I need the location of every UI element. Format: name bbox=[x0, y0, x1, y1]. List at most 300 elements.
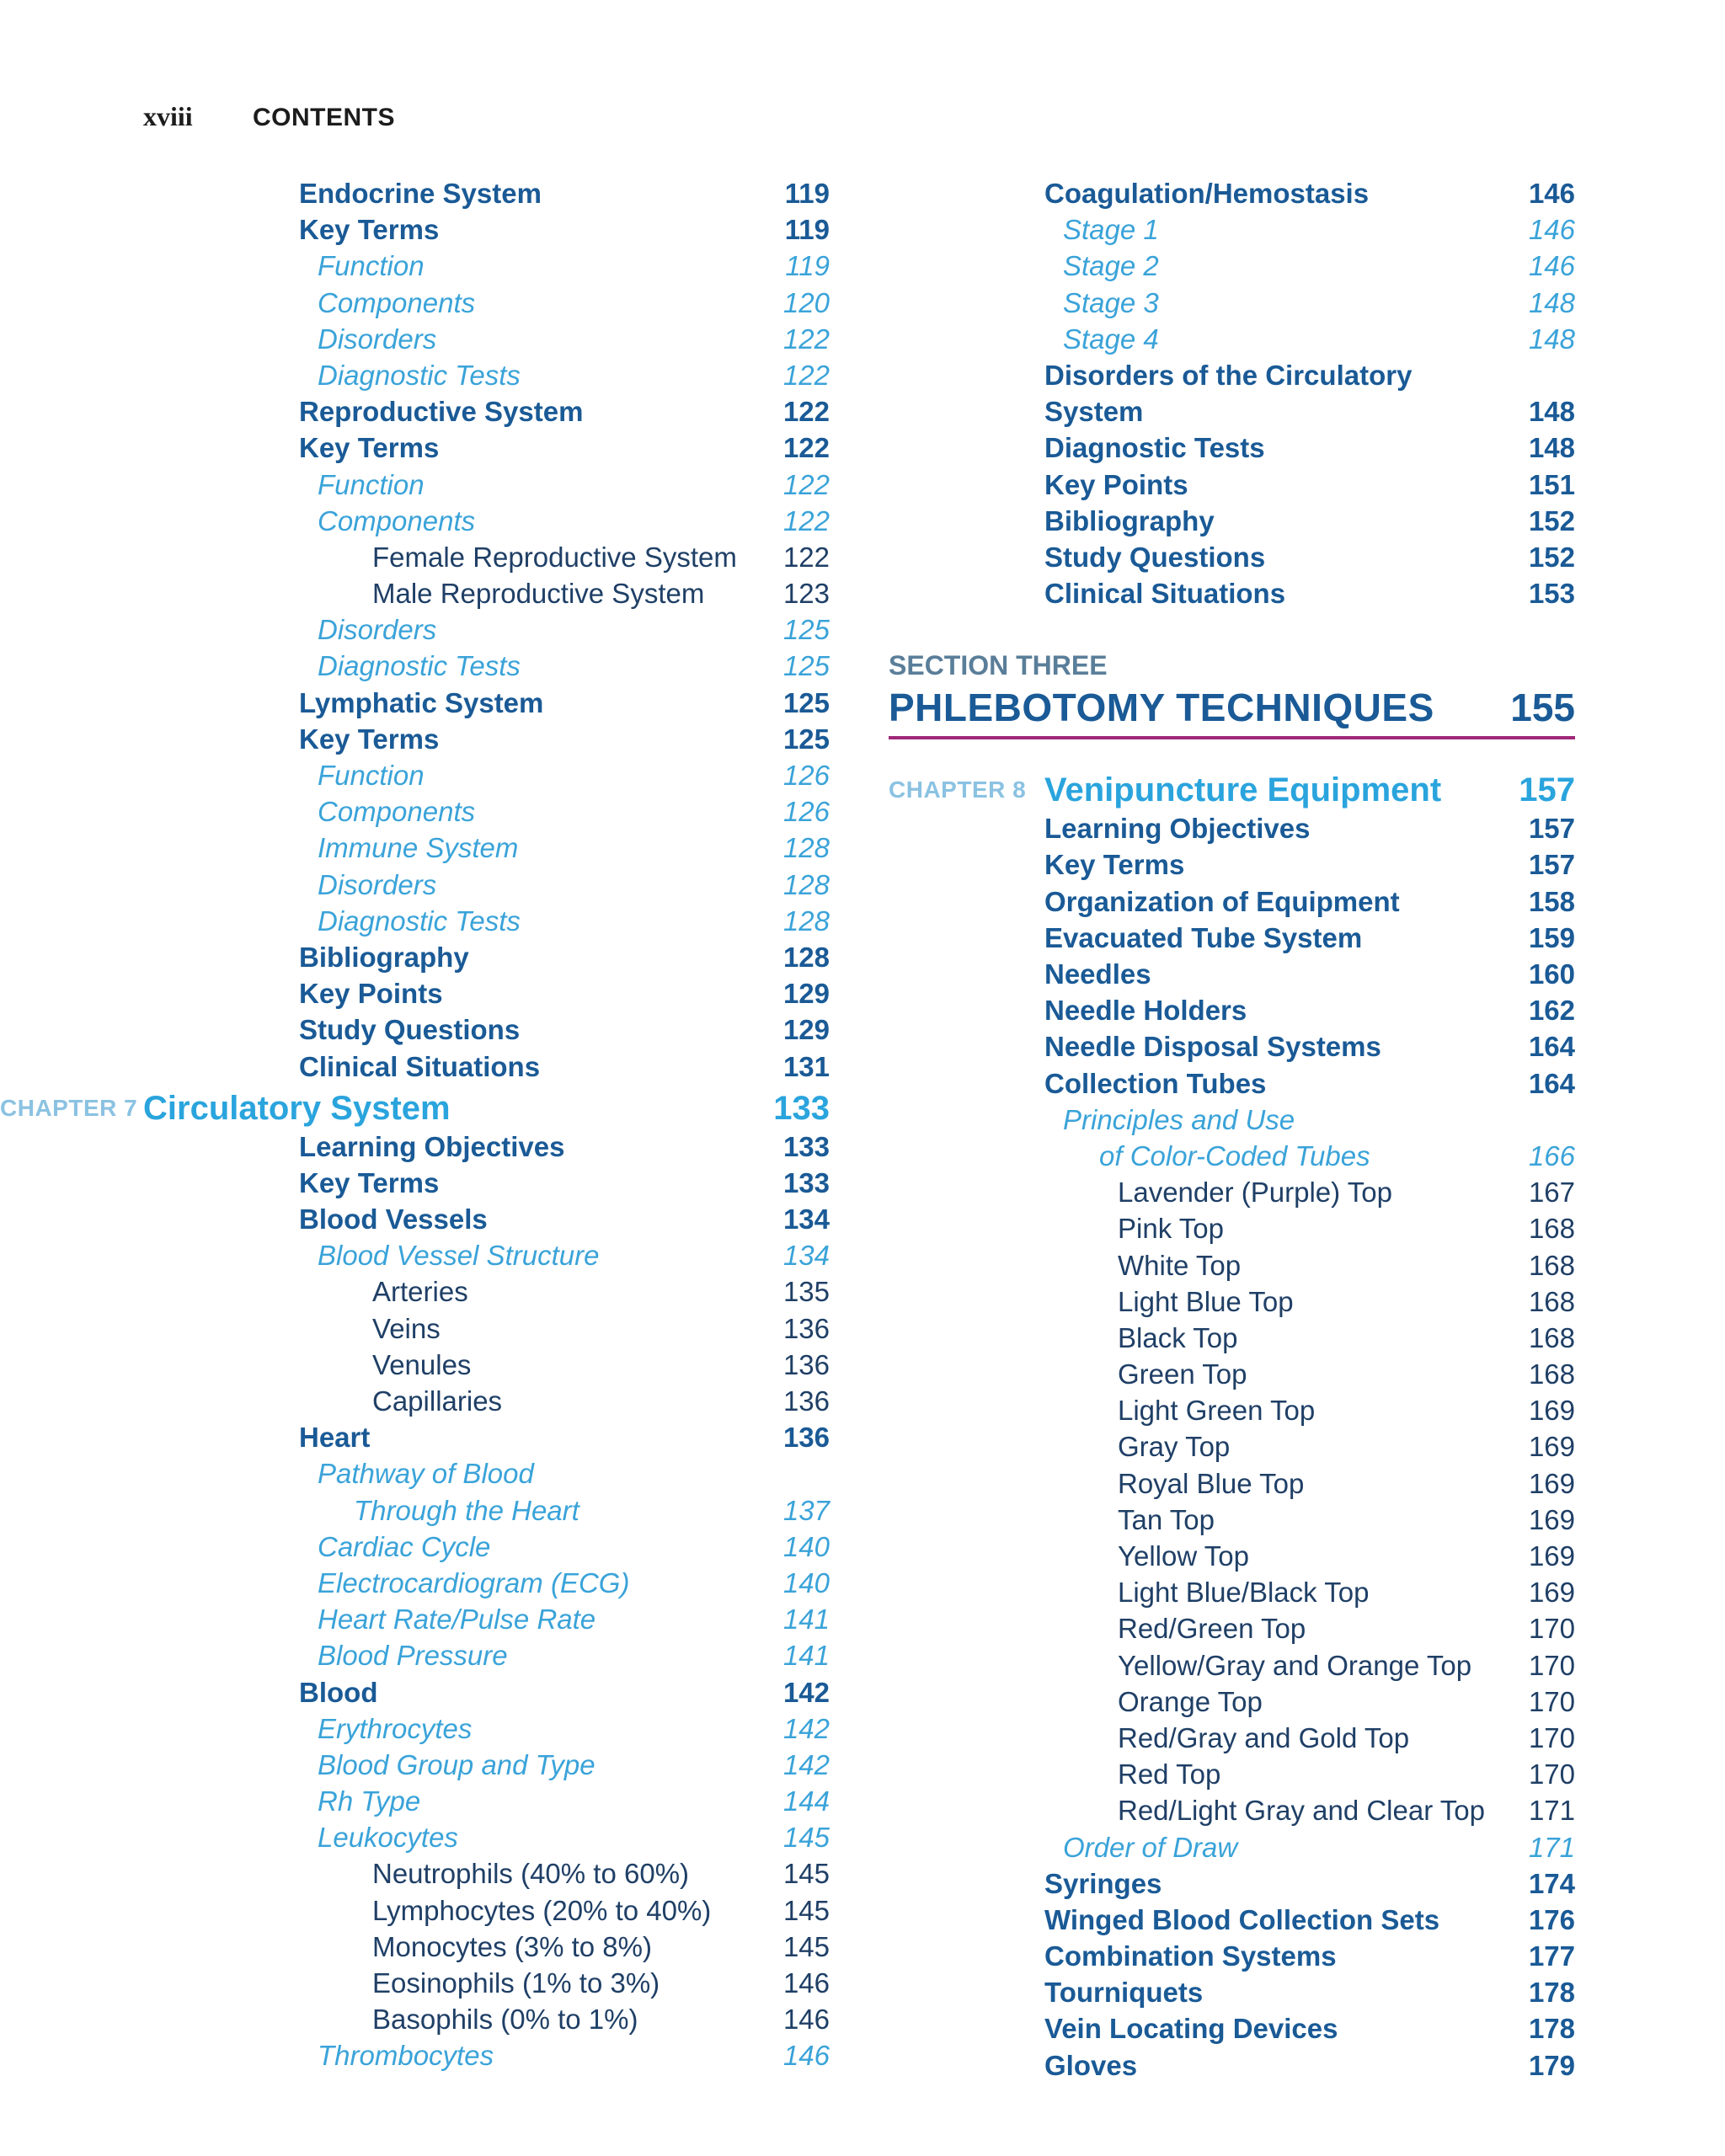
toc-entry-page: 125 bbox=[782, 723, 830, 755]
toc-entry[interactable] bbox=[889, 1502, 1575, 1538]
toc-entry-title: Needle Holders bbox=[1044, 995, 1247, 1027]
toc-entry-page: 119 bbox=[784, 214, 830, 246]
toc-entry[interactable] bbox=[143, 248, 830, 284]
toc-entry[interactable] bbox=[143, 393, 830, 430]
toc-entry[interactable] bbox=[889, 1283, 1575, 1320]
toc-entry[interactable] bbox=[143, 285, 830, 321]
toc-entry[interactable] bbox=[889, 1247, 1575, 1283]
toc-entry-page: 178 bbox=[1528, 2013, 1575, 2045]
toc-entry-page: 141 bbox=[782, 1604, 830, 1636]
toc-entry-title: Combination Systems bbox=[1044, 1940, 1337, 1972]
toc-entry-title: Red/Gray and Gold Top bbox=[1118, 1721, 1410, 1753]
toc-entry[interactable] bbox=[143, 867, 830, 903]
toc-entry[interactable] bbox=[143, 1637, 830, 1673]
toc-entry-title: Needle Disposal Systems bbox=[1044, 1031, 1381, 1063]
toc-entry-title: Vein Locating Devices bbox=[1044, 2013, 1338, 2045]
toc-entry-page: 125 bbox=[782, 650, 830, 682]
toc-entry-page: 171 bbox=[1528, 1795, 1575, 1827]
toc-entry-page: 170 bbox=[1528, 1649, 1575, 1681]
toc-entry[interactable] bbox=[889, 1356, 1575, 1392]
section-title-row bbox=[889, 684, 1575, 731]
toc-entry[interactable] bbox=[889, 1610, 1575, 1646]
toc-entry-page: 166 bbox=[1528, 1139, 1575, 1171]
toc-entry-title: Key Terms bbox=[299, 723, 440, 755]
toc-entry[interactable] bbox=[143, 1455, 830, 1492]
toc-entry[interactable] bbox=[143, 539, 830, 575]
toc-entry-title: Light Blue Top bbox=[1118, 1285, 1294, 1317]
toc-entry[interactable] bbox=[143, 1747, 830, 1783]
toc-entry-page: 146 bbox=[1528, 214, 1575, 246]
toc-entry-page: 134 bbox=[782, 1203, 830, 1235]
toc-entry-title: Red/Light Gray and Clear Top bbox=[1118, 1795, 1485, 1827]
toc-entry-page: 128 bbox=[782, 868, 830, 900]
toc-entry-title: Tan Top bbox=[1118, 1503, 1215, 1535]
toc-entry-page: 123 bbox=[782, 578, 830, 610]
toc-entry[interactable] bbox=[143, 1929, 830, 1965]
toc-entry-title: Winged Blood Collection Sets bbox=[1044, 1903, 1440, 1935]
toc-entry-title: Red/Green Top bbox=[1118, 1613, 1306, 1645]
toc-entry[interactable] bbox=[143, 1529, 830, 1565]
toc-entry-title: Pathway of Blood bbox=[318, 1458, 534, 1490]
toc-entry[interactable] bbox=[143, 975, 830, 1011]
toc-entry-page: 134 bbox=[782, 1240, 830, 1272]
toc-entry-page: 169 bbox=[1528, 1467, 1575, 1499]
toc-entry-title: Disorders bbox=[318, 614, 437, 646]
toc-entry-title: Blood Vessel Structure bbox=[318, 1240, 600, 1272]
toc-entry-page: 119 bbox=[785, 250, 830, 282]
toc-entry-title: Needles bbox=[1044, 958, 1151, 990]
toc-entry[interactable] bbox=[889, 1720, 1575, 1756]
toc-entry-page: 170 bbox=[1528, 1685, 1575, 1717]
toc-entry[interactable] bbox=[143, 1165, 830, 1201]
section-title: PHLEBOTOMY TECHNIQUES bbox=[889, 686, 1434, 730]
toc-entry-title: Lymphocytes (20% to 40%) bbox=[372, 1894, 712, 1926]
toc-entry-page: 122 bbox=[782, 504, 830, 536]
toc-entry[interactable] bbox=[889, 1684, 1575, 1720]
toc-entry-title: Disorders bbox=[318, 323, 437, 355]
toc-entry-page: 170 bbox=[1528, 1613, 1575, 1645]
toc-entry[interactable] bbox=[889, 430, 1575, 466]
toc-entry-title: Yellow Top bbox=[1118, 1540, 1249, 1572]
toc-entry[interactable] bbox=[889, 1428, 1575, 1465]
toc-entry-title: Diagnostic Tests bbox=[1044, 432, 1265, 464]
toc-entry-page: 120 bbox=[782, 286, 830, 318]
toc-entry[interactable] bbox=[143, 175, 830, 211]
toc-entry[interactable] bbox=[889, 539, 1575, 575]
toc-entry[interactable] bbox=[889, 1210, 1575, 1246]
toc-entry-page: 168 bbox=[1528, 1358, 1575, 1390]
toc-entry-title: Venules bbox=[372, 1348, 472, 1380]
toc-entry[interactable] bbox=[143, 1565, 830, 1601]
toc-entry-title: Principles and Use bbox=[1063, 1103, 1295, 1135]
toc-entry-title: Lymphatic System bbox=[299, 686, 544, 718]
toc-entry[interactable] bbox=[889, 1756, 1575, 1792]
toc-entry-title: Study Questions bbox=[299, 1014, 521, 1046]
toc-entry-title: Arteries bbox=[372, 1276, 468, 1308]
toc-entry[interactable] bbox=[143, 1011, 830, 1048]
toc-entry-page: 157 bbox=[1528, 849, 1575, 881]
toc-entry-page: 142 bbox=[782, 1748, 830, 1780]
toc-entry[interactable] bbox=[889, 575, 1575, 611]
toc-entry[interactable] bbox=[143, 903, 830, 939]
toc-entry-page: 152 bbox=[1528, 504, 1575, 536]
toc-entry[interactable] bbox=[143, 1855, 830, 1892]
toc-entry-title: Lavender (Purple) Top bbox=[1118, 1177, 1392, 1209]
toc-entry-page: 164 bbox=[1528, 1067, 1575, 1099]
toc-entry[interactable] bbox=[143, 721, 830, 757]
toc-entry[interactable] bbox=[143, 830, 830, 866]
toc-entry-title: Immune System bbox=[318, 832, 519, 864]
toc-entry-title: of Color-Coded Tubes bbox=[1099, 1139, 1370, 1171]
toc-entry-title: Reproductive System bbox=[299, 396, 584, 428]
toc-entry-title: Heart Rate/Pulse Rate bbox=[318, 1604, 596, 1636]
toc-entry[interactable] bbox=[143, 467, 830, 503]
toc-entry-page: 179 bbox=[1528, 2049, 1575, 2081]
toc-entry-title: Clinical Situations bbox=[1044, 578, 1286, 610]
toc-entry-page: 178 bbox=[1528, 1977, 1575, 2009]
toc-entry-title: Function bbox=[318, 250, 425, 282]
toc-entry-page: 122 bbox=[782, 432, 830, 464]
toc-entry[interactable] bbox=[143, 357, 830, 393]
toc-entry-page: 131 bbox=[782, 1050, 830, 1082]
toc-entry[interactable] bbox=[889, 883, 1575, 920]
toc-entry[interactable] bbox=[143, 939, 830, 975]
toc-entry-title: Blood Group and Type bbox=[318, 1748, 595, 1780]
toc-entry-title: Diagnostic Tests bbox=[318, 905, 521, 937]
toc-entry-title: Cardiac Cycle bbox=[318, 1530, 491, 1562]
toc-entry-page: 136 bbox=[782, 1348, 830, 1380]
toc-entry[interactable] bbox=[143, 1237, 830, 1273]
toc-entry[interactable] bbox=[889, 810, 1575, 846]
toc-entry[interactable] bbox=[143, 1783, 830, 1819]
toc-entry[interactable] bbox=[143, 1383, 830, 1419]
toc-entry[interactable] bbox=[889, 1538, 1575, 1574]
toc-entry-title: Female Reproductive System bbox=[372, 541, 737, 573]
toc-entry[interactable] bbox=[889, 2047, 1575, 2084]
toc-entry-page: 145 bbox=[782, 1894, 830, 1926]
toc-entry-title: Black Top bbox=[1118, 1321, 1238, 1353]
toc-entry-page: 140 bbox=[782, 1530, 830, 1562]
toc-entry-page: 128 bbox=[782, 905, 830, 937]
toc-entry[interactable] bbox=[889, 1647, 1575, 1684]
toc-entry[interactable] bbox=[143, 1201, 830, 1237]
toc-list-right-a bbox=[889, 175, 1575, 611]
toc-entry-title: Yellow/Gray and Orange Top bbox=[1118, 1649, 1472, 1681]
toc-entry[interactable] bbox=[889, 393, 1575, 430]
section-page: 155 bbox=[1510, 686, 1575, 730]
toc-entry-page: 125 bbox=[782, 686, 830, 718]
toc-entry-page: 151 bbox=[1528, 468, 1575, 500]
toc-entry-page: 136 bbox=[782, 1312, 830, 1344]
toc-entry[interactable] bbox=[143, 1819, 830, 1855]
toc-entry-page: 136 bbox=[782, 1385, 830, 1417]
toc-entry-title: Rh Type bbox=[318, 1785, 421, 1817]
toc-entry[interactable] bbox=[143, 1347, 830, 1383]
toc-entry[interactable] bbox=[143, 1492, 830, 1529]
toc-entry[interactable] bbox=[889, 175, 1575, 211]
toc-entry-title: Veins bbox=[372, 1312, 441, 1344]
toc-entry[interactable] bbox=[889, 467, 1575, 503]
toc-entry-title: Function bbox=[318, 468, 425, 500]
toc-list-left-a bbox=[143, 175, 830, 1085]
running-head bbox=[143, 101, 395, 132]
toc-entry-page: 167 bbox=[1528, 1177, 1575, 1209]
section-heading[interactable] bbox=[889, 647, 1575, 739]
toc-entry[interactable] bbox=[143, 2037, 830, 2073]
toc-entry-page: 159 bbox=[1528, 921, 1575, 953]
toc-entry-title: Neutrophils (40% to 60%) bbox=[372, 1858, 690, 1890]
toc-entry-page: 144 bbox=[782, 1785, 830, 1817]
toc-entry-page: 126 bbox=[782, 796, 830, 828]
toc-entry-title: Learning Objectives bbox=[1044, 813, 1311, 845]
toc-entry[interactable] bbox=[889, 1138, 1575, 1174]
chapter-title: Circulatory System bbox=[143, 1089, 451, 1127]
toc-entry[interactable] bbox=[143, 575, 830, 611]
toc-entry[interactable] bbox=[143, 2001, 830, 2037]
toc-entry[interactable] bbox=[889, 1174, 1575, 1210]
toc-entry[interactable] bbox=[889, 321, 1575, 357]
toc-entry-page: 129 bbox=[782, 1014, 830, 1046]
toc-entry-title: Monocytes (3% to 8%) bbox=[372, 1930, 652, 1962]
toc-entry-title: Gloves bbox=[1044, 2049, 1138, 2081]
toc-entry-page: 122 bbox=[782, 468, 830, 500]
toc-entry[interactable] bbox=[143, 1310, 830, 1347]
toc-entry[interactable] bbox=[143, 793, 830, 830]
toc-entry-page: 125 bbox=[782, 614, 830, 646]
toc-entry-title: Capillaries bbox=[372, 1385, 503, 1417]
toc-entry-title: Organization of Equipment bbox=[1044, 885, 1400, 917]
toc-left-column bbox=[0, 175, 830, 2074]
toc-entry-page: 137 bbox=[782, 1494, 830, 1526]
toc-entry-title: Key Terms bbox=[299, 432, 440, 464]
toc-entry-title: Basophils (0% to 1%) bbox=[372, 2004, 638, 2036]
toc-entry-page: 148 bbox=[1528, 432, 1575, 464]
toc-entry-page: 170 bbox=[1528, 1758, 1575, 1790]
toc-entry-title: Pink Top bbox=[1118, 1213, 1224, 1245]
toc-entry-title: Eosinophils (1% to 3%) bbox=[372, 1967, 660, 1999]
toc-entry-title: Light Blue/Black Top bbox=[1118, 1577, 1370, 1609]
toc-entry[interactable] bbox=[889, 1028, 1575, 1065]
toc-entry[interactable] bbox=[889, 248, 1575, 284]
toc-entry-page: 169 bbox=[1528, 1503, 1575, 1535]
toc-entry[interactable] bbox=[889, 1102, 1575, 1138]
toc-entry-title: Green Top bbox=[1118, 1358, 1247, 1390]
toc-entry-page: 146 bbox=[782, 2040, 830, 2072]
toc-entry-page: 176 bbox=[1528, 1903, 1575, 1935]
toc-entry-title: Order of Draw bbox=[1063, 1831, 1238, 1863]
toc-entry-page: 142 bbox=[782, 1712, 830, 1744]
toc-entry-title: Key Points bbox=[299, 978, 443, 1010]
toc-entry-title: Bibliography bbox=[1044, 504, 1215, 536]
toc-entry-title: Evacuated Tube System bbox=[1044, 921, 1363, 953]
toc-entry[interactable] bbox=[143, 1049, 830, 1085]
toc-entry-title: Red Top bbox=[1118, 1758, 1221, 1790]
toc-entry[interactable] bbox=[889, 1865, 1575, 1902]
toc-entry[interactable] bbox=[143, 685, 830, 721]
chapter-page: 133 bbox=[773, 1089, 830, 1127]
toc-entry-title: Stage 3 bbox=[1063, 286, 1159, 318]
toc-entry-page: 177 bbox=[1528, 1940, 1575, 1972]
toc-entry-page: 170 bbox=[1528, 1721, 1575, 1753]
toc-entry-title: Light Green Top bbox=[1118, 1395, 1316, 1427]
toc-entry-title: Components bbox=[318, 286, 476, 318]
section-rule bbox=[889, 736, 1575, 739]
toc-entry-page: 169 bbox=[1528, 1395, 1575, 1427]
chapter-page: 157 bbox=[1519, 771, 1575, 809]
toc-entry-page: 142 bbox=[782, 1676, 830, 1708]
toc-entry-title: Key Terms bbox=[299, 214, 440, 246]
toc-entry[interactable] bbox=[889, 2010, 1575, 2047]
toc-entry-title: Clinical Situations bbox=[299, 1050, 541, 1082]
toc-entry-page: 145 bbox=[782, 1858, 830, 1890]
running-head-title: CONTENTS bbox=[253, 104, 395, 131]
toc-entry-page: 128 bbox=[782, 832, 830, 864]
toc-entry-page: 158 bbox=[1528, 885, 1575, 917]
toc-entry[interactable] bbox=[889, 1392, 1575, 1428]
toc-entry-page: 133 bbox=[782, 1166, 830, 1198]
toc-entry[interactable] bbox=[143, 648, 830, 684]
toc-right-column bbox=[889, 175, 1575, 2084]
toc-list-left-b bbox=[143, 1129, 830, 2074]
toc-entry-page: 140 bbox=[782, 1566, 830, 1598]
toc-entry-title: Heart bbox=[299, 1422, 371, 1454]
section-label: SECTION THREE bbox=[889, 650, 1108, 681]
toc-entry-page: 169 bbox=[1528, 1577, 1575, 1609]
chapter-heading-8[interactable] bbox=[889, 770, 1575, 810]
toc-entry[interactable] bbox=[143, 1129, 830, 1165]
toc-entry-title: Male Reproductive System bbox=[372, 578, 705, 610]
toc-entry-page: 122 bbox=[782, 323, 830, 355]
toc-entry-page: 141 bbox=[782, 1640, 830, 1672]
toc-entry[interactable] bbox=[889, 285, 1575, 321]
toc-entry-title: Stage 4 bbox=[1063, 323, 1159, 355]
toc-entry[interactable] bbox=[889, 956, 1575, 992]
chapter-label: CHAPTER 7 bbox=[0, 1094, 138, 1121]
toc-entry[interactable] bbox=[889, 1574, 1575, 1610]
toc-entry-title: Disorders bbox=[318, 868, 437, 900]
toc-entry[interactable] bbox=[143, 1892, 830, 1929]
toc-entry-title: Blood Pressure bbox=[318, 1640, 508, 1672]
toc-entry-page: 174 bbox=[1528, 1867, 1575, 1899]
toc-entry-page: 146 bbox=[1528, 250, 1575, 282]
toc-entry-title: Erythrocytes bbox=[318, 1712, 473, 1744]
toc-entry-title: White Top bbox=[1118, 1249, 1242, 1281]
toc-entry[interactable] bbox=[889, 211, 1575, 248]
toc-entry-page: 168 bbox=[1528, 1285, 1575, 1317]
toc-entry-title: Electrocardiogram (ECG) bbox=[318, 1566, 630, 1598]
toc-entry-page: 145 bbox=[782, 1930, 830, 1962]
toc-entry[interactable] bbox=[143, 1710, 830, 1747]
toc-entry-title: Diagnostic Tests bbox=[318, 650, 521, 682]
toc-entry-title: Components bbox=[318, 796, 476, 828]
toc-entry-page: 148 bbox=[1528, 396, 1575, 428]
page-number: xviii bbox=[143, 101, 193, 131]
toc-entry-page: 145 bbox=[782, 1822, 830, 1854]
toc-entry-page: 160 bbox=[1528, 958, 1575, 990]
toc-entry-page: 146 bbox=[782, 2004, 830, 2036]
toc-entry-title: Study Questions bbox=[1044, 541, 1266, 573]
toc-entry[interactable] bbox=[143, 1965, 830, 2001]
toc-entry-page: 126 bbox=[782, 760, 830, 791]
toc-entry-page: 168 bbox=[1528, 1249, 1575, 1281]
toc-entry-title: Syringes bbox=[1044, 1867, 1162, 1899]
chapter-heading-7[interactable] bbox=[0, 1088, 830, 1129]
toc-entry-page: 122 bbox=[782, 541, 830, 573]
toc-entry[interactable] bbox=[889, 1829, 1575, 1865]
toc-entry[interactable] bbox=[143, 321, 830, 357]
toc-entry[interactable] bbox=[143, 211, 830, 248]
toc-entry-page: 146 bbox=[782, 1967, 830, 1999]
toc-entry[interactable] bbox=[889, 1938, 1575, 1974]
toc-entry[interactable] bbox=[889, 1465, 1575, 1502]
toc-entry[interactable] bbox=[889, 1974, 1575, 2010]
toc-entry-page: 169 bbox=[1528, 1431, 1575, 1463]
toc-entry[interactable] bbox=[143, 1419, 830, 1455]
toc-entry-title: Orange Top bbox=[1118, 1685, 1263, 1717]
toc-entry-title: Gray Top bbox=[1118, 1431, 1231, 1463]
toc-entry[interactable] bbox=[143, 503, 830, 539]
toc-entry-page: 129 bbox=[782, 978, 830, 1010]
toc-entry-title: Blood bbox=[299, 1676, 378, 1708]
toc-entry-page: 171 bbox=[1528, 1831, 1575, 1863]
toc-entry[interactable] bbox=[889, 1902, 1575, 1938]
toc-entry[interactable] bbox=[143, 1674, 830, 1710]
toc-entry-title: Key Points bbox=[1044, 468, 1188, 500]
toc-entry-title: Diagnostic Tests bbox=[318, 359, 521, 391]
toc-entry[interactable] bbox=[143, 611, 830, 648]
chapter-title: Venipuncture Equipment bbox=[1044, 771, 1442, 809]
toc-entry-title: Royal Blue Top bbox=[1118, 1467, 1305, 1499]
toc-entry-title: Blood Vessels bbox=[299, 1203, 488, 1235]
toc-entry-page: 136 bbox=[782, 1422, 830, 1454]
toc-entry[interactable] bbox=[889, 503, 1575, 539]
toc-entry-title: Key Terms bbox=[299, 1166, 440, 1198]
toc-entry-title: Collection Tubes bbox=[1044, 1067, 1267, 1099]
toc-entry[interactable] bbox=[143, 430, 830, 466]
toc-entry-title: Tourniquets bbox=[1044, 1977, 1204, 2009]
toc-entry-page: 135 bbox=[782, 1276, 830, 1308]
toc-entry-page: 168 bbox=[1528, 1213, 1575, 1245]
toc-entry-page: 152 bbox=[1528, 541, 1575, 573]
toc-entry-title: Disorders of the Circulatory bbox=[1044, 359, 1413, 391]
toc-entry-page: 157 bbox=[1528, 813, 1575, 845]
toc-entry[interactable] bbox=[889, 846, 1575, 883]
toc-entry-page: 119 bbox=[784, 178, 830, 209]
toc-entry-page: 162 bbox=[1528, 995, 1575, 1027]
toc-entry[interactable] bbox=[889, 992, 1575, 1028]
toc-entry[interactable] bbox=[889, 920, 1575, 956]
toc-entry-page: 168 bbox=[1528, 1321, 1575, 1353]
toc-entry[interactable] bbox=[889, 1320, 1575, 1356]
toc-entry-page: 122 bbox=[782, 396, 830, 428]
toc-entry-page: 122 bbox=[782, 359, 830, 391]
toc-entry[interactable] bbox=[889, 357, 1575, 393]
toc-entry-title: Stage 2 bbox=[1063, 250, 1159, 282]
toc-entry-title: Stage 1 bbox=[1063, 214, 1159, 246]
toc-entry[interactable] bbox=[889, 1792, 1575, 1828]
toc-entry[interactable] bbox=[143, 1273, 830, 1310]
toc-entry[interactable] bbox=[889, 1065, 1575, 1102]
chapter-label: CHAPTER 8 bbox=[889, 776, 1027, 803]
toc-entry-title: Endocrine System bbox=[299, 178, 542, 209]
toc-entry[interactable] bbox=[143, 757, 830, 793]
toc-entry-title: Leukocytes bbox=[318, 1822, 458, 1854]
toc-entry-page: 169 bbox=[1528, 1540, 1575, 1572]
toc-entry-page: 148 bbox=[1528, 323, 1575, 355]
toc-entry[interactable] bbox=[143, 1601, 830, 1637]
toc-entry-title: Bibliography bbox=[299, 941, 469, 973]
toc-entry-title: System bbox=[1044, 396, 1144, 428]
